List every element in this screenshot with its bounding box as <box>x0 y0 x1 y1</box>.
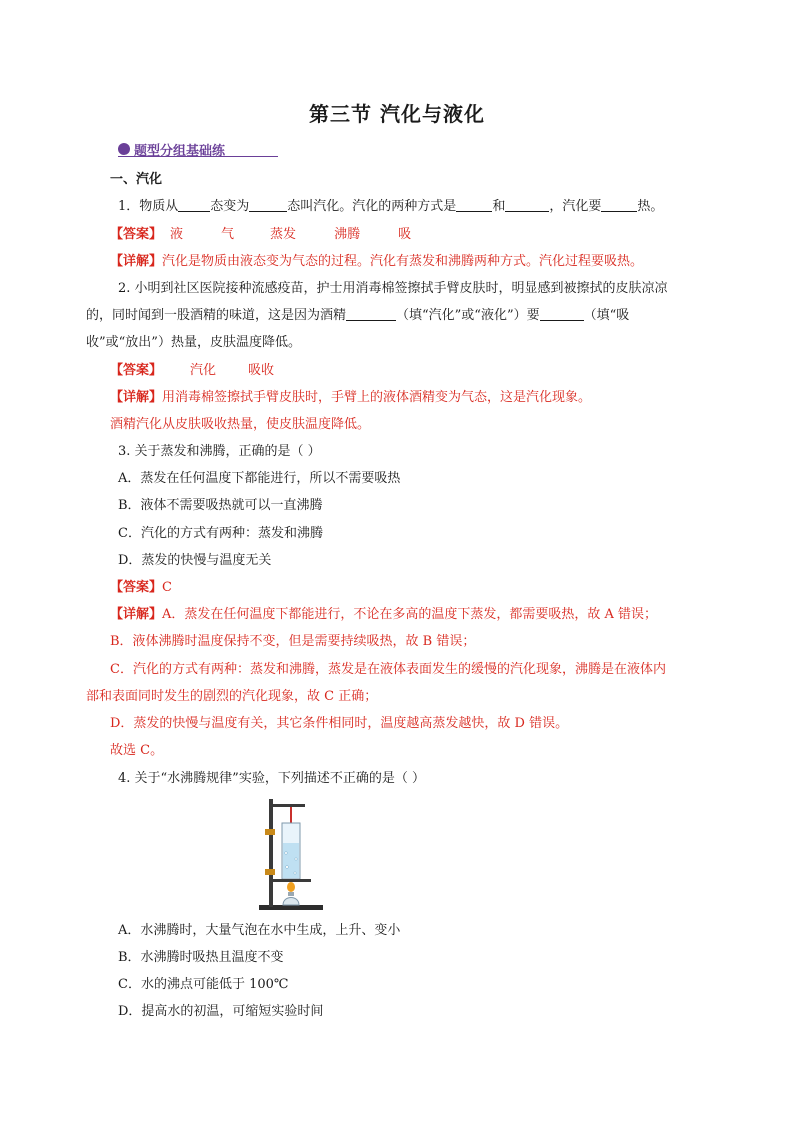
q3-detail-a <box>110 607 657 623</box>
q4-option-b: B．水沸腾时吸热且温度不变 <box>118 950 284 965</box>
q3-option-d: D．蒸发的快慢与温度无关 <box>118 553 272 568</box>
q2-line-3: 收”或“放出”）热量，皮肤温度降低。 <box>86 335 301 350</box>
q2-blank-1 <box>346 308 396 321</box>
badge-label: 题型分组基础练 <box>134 143 226 159</box>
q1-detail <box>110 254 643 270</box>
flame <box>287 882 295 892</box>
q3-detail-b: B．液体沸腾时温度保持不变，但是需要持续吸热，故 B 错误； <box>110 634 476 649</box>
q3-stem: 3. 关于蒸发和沸腾，正确的是（ ） <box>118 444 321 459</box>
q3-conclusion: 故选 C。 <box>110 743 164 758</box>
q2-text-3: （填“吸 <box>583 308 630 323</box>
q2-answer-2: 吸收 <box>248 363 275 378</box>
q1-text-1: 1．物质从 <box>118 199 179 214</box>
q1-answer-2: 气 <box>221 227 235 242</box>
q2-line-2 <box>86 308 629 324</box>
detail-tag: 【详解】 <box>110 254 163 269</box>
q2-detail-1 <box>110 390 591 406</box>
q1-blank-3 <box>456 199 492 212</box>
section-badge <box>118 141 225 157</box>
answer-tag: 【答案】 <box>110 363 163 378</box>
q1-text-3: 态叫汽化。汽化的两种方式是 <box>287 199 457 214</box>
q1-answer <box>110 227 411 243</box>
q1-text-2: 态变为 <box>210 199 250 214</box>
q3-option-b: B．液体不需要吸热就可以一直沸腾 <box>118 498 323 513</box>
answer-tag: 【答案】 <box>110 227 163 242</box>
section-heading: 一、汽化 <box>110 172 163 187</box>
q1-answer-1: 液 <box>170 227 184 242</box>
q3-detail-c2: 部和表面同时发生的剧烈的汽化现象，故 C 正确； <box>86 689 378 704</box>
q1-blank-5 <box>601 199 637 212</box>
q3-detail-text-a: A．蒸发在任何温度下都能进行，不论在多高的温度下蒸发，都需要吸热，故 A 错误； <box>162 607 658 622</box>
q3-answer-value: C <box>162 580 172 595</box>
question-1 <box>118 199 663 215</box>
q3-answer <box>110 580 172 596</box>
page-title: 第三节 汽化与液化 <box>309 102 485 126</box>
q3-detail-c1: C．汽化的方式有两种：蒸发和沸腾，蒸发是在液体表面发生的缓慢的汽化现象，沸腾是在液体内 <box>110 662 666 677</box>
q4-option-a: A．水沸腾时，大量气泡在水中生成，上升、变小 <box>118 923 401 938</box>
q1-answer-3: 蒸发 <box>270 227 297 242</box>
q2-answer <box>110 363 274 379</box>
q3-option-c: C．汽化的方式有两种：蒸发和沸腾 <box>118 526 323 541</box>
water <box>283 843 299 878</box>
q2-detail-text-1: 用消毒棉签擦拭手臂皮肤时，手臂上的液体酒精变为气态，这是汽化现象。 <box>162 390 592 405</box>
alcohol-lamp <box>283 898 299 906</box>
q2-text-2: （填“汽化”或“液化”）要 <box>396 308 540 323</box>
stand-base <box>259 905 323 910</box>
q2-text-1: 的，同时闻到一股酒精的味道，这是因为酒精 <box>86 308 347 323</box>
q1-answer-5: 吸 <box>398 227 412 242</box>
q1-text-4: 和 <box>492 199 506 214</box>
bullet-dot-icon <box>118 143 130 155</box>
q3-detail-d: D．蒸发的快慢与温度有关，其它条件相同时，温度越高蒸发越快，故 D 错误。 <box>110 716 569 731</box>
q1-blank-2 <box>249 199 287 212</box>
q4-stem: 4. 关于“水沸腾规律”实验，下列描述不正确的是（ ） <box>118 771 425 786</box>
q3-option-a: A．蒸发在任何温度下都能进行，所以不需要吸热 <box>118 471 401 486</box>
boiling-water-apparatus-icon <box>255 795 327 913</box>
badge-underline <box>118 156 278 157</box>
detail-tag: 【详解】 <box>110 390 163 405</box>
detail-tag: 【详解】 <box>110 607 163 622</box>
q2-blank-2 <box>540 308 584 321</box>
answer-tag: 【答案】 <box>110 580 163 595</box>
q1-blank-1 <box>178 199 210 212</box>
q1-text-5: ，汽化要 <box>549 199 602 214</box>
stand-rod <box>269 799 273 907</box>
q1-text-6: 热。 <box>637 199 664 214</box>
q2-line-1: 2. 小明到社区医院接种流感疫苗，护士用消毒棉签擦拭手臂皮肤时，明显感到被擦拭的皮肤凉凉 <box>118 281 668 296</box>
q1-detail-text: 汽化是物质由液态变为气态的过程。汽化有蒸发和沸腾两种方式。汽化过程要吸热。 <box>162 254 644 269</box>
q2-detail-2: 酒精汽化从皮肤吸收热量，使皮肤温度降低。 <box>110 417 371 432</box>
q1-answer-4: 沸腾 <box>334 227 361 242</box>
q2-answer-1: 汽化 <box>190 363 217 378</box>
q1-blank-4 <box>505 199 549 212</box>
q4-option-d: D．提高水的初温，可缩短实验时间 <box>118 1004 324 1019</box>
q4-option-c: C．水的沸点可能低于 100℃ <box>118 977 289 992</box>
